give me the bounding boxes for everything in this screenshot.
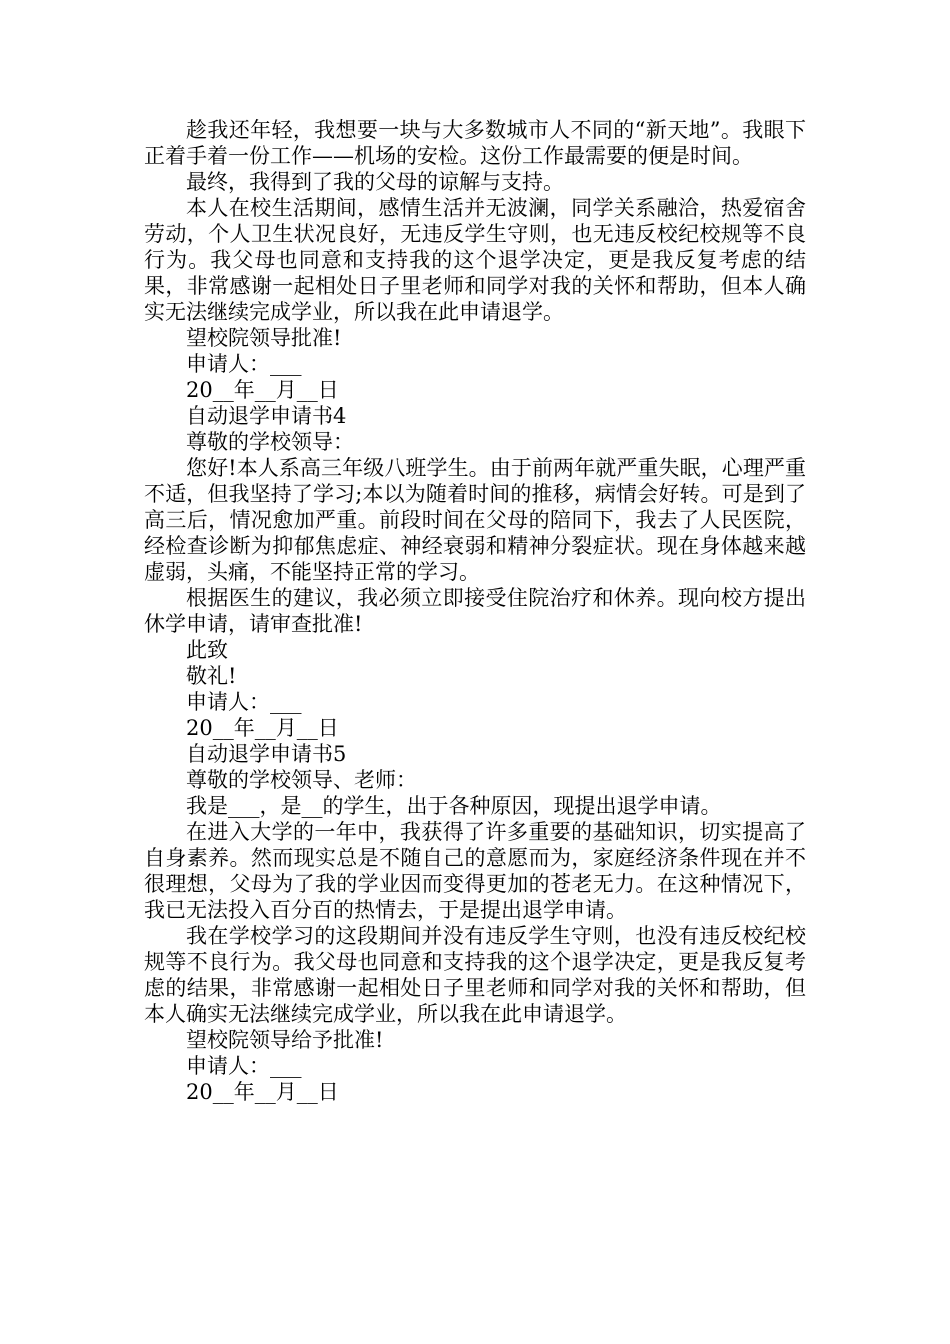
document-body <box>144 117 806 1105</box>
salutation-5: 尊敬的学校领导、老师： <box>186 768 417 792</box>
section-title-5: 自动退学申请书5 <box>186 742 347 766</box>
date-line: 20__年__月__日 <box>186 378 339 402</box>
closing-jingli: 敬礼! <box>186 664 237 688</box>
paragraph-introduction: 我是___，是__的学生，出于各种原因，现提出退学申请。 <box>186 794 722 818</box>
paragraph-university-year: 在进入大学的一年中，我获得了许多重要的基础知识，切实提高了自身素养。然而现实总是不随自己的意愿而为，家庭经济条件现在并不很理想，父母为了我的学业因而变得更加的苍老无力。在这种情况下，我已无法投入百分百的热情去，于是提出退学申请。 <box>144 820 806 922</box>
salutation-4: 尊敬的学校领导： <box>186 430 354 454</box>
paragraph-new-world: 趁我还年轻，我想要一块与大多数城市人不同的“新天地”。我眼下正着手着一份工作——机场的安检。这份工作最需要的便是时间。 <box>144 118 806 168</box>
applicant-line: 申请人：___ <box>186 690 302 714</box>
applicant-line: 申请人：___ <box>186 1054 302 1078</box>
paragraph-health-condition: 您好!本人系高三年级八班学生。由于前两年就严重失眠，心理严重不适，但我坚持了学习;本以为随着时间的推移，病情会好转。可是到了高三后，情况愈加严重。前段时间在父母的陪同下，我去了人民医院，经检查诊断为抑郁焦虑症、神经衰弱和精神分裂症状。现在身体越来越虚弱，头痛，不能坚持正常的学习。 <box>144 456 806 584</box>
paragraph-school-conduct: 本人在校生活期间，感情生活并无波澜，同学关系融洽，热爱宿舍劳动，个人卫生状况良好，无违反学生守则，也无违反校纪校规等不良行为。我父母也同意和支持我的这个退学决定，更是我反复考虑的结果，非常感谢一起相处日子里老师和同学对我的关怀和帮助，但本人确实无法继续完成学业，所以我在此申请退学。 <box>144 196 806 324</box>
date-line: 20__年__月__日 <box>186 1080 339 1104</box>
section-title-4: 自动退学申请书4 <box>186 404 347 428</box>
paragraph-parents-understanding: 最终，我得到了我的父母的谅解与支持。 <box>186 170 564 194</box>
applicant-line: 申请人：___ <box>186 352 302 376</box>
approval-request: 望校院领导批准! <box>186 326 342 350</box>
approval-request: 望校院领导给予批准! <box>186 1028 384 1052</box>
paragraph-no-violations: 我在学校学习的这段期间并没有违反学生守则，也没有违反校纪校规等不良行为。我父母也同意和支持我的这个退学决定，更是我反复考虑的结果，非常感谢一起相处日子里老师和同学对我的关怀和帮助，但本人确实无法继续完成学业，所以我在此申请退学。 <box>144 924 806 1026</box>
closing-cizhi: 此致 <box>186 638 228 662</box>
paragraph-doctor-advice: 根据医生的建议，我必须立即接受住院治疗和休养。现向校方提出休学申请，请审查批准! <box>144 586 806 636</box>
date-line: 20__年__月__日 <box>186 716 339 740</box>
